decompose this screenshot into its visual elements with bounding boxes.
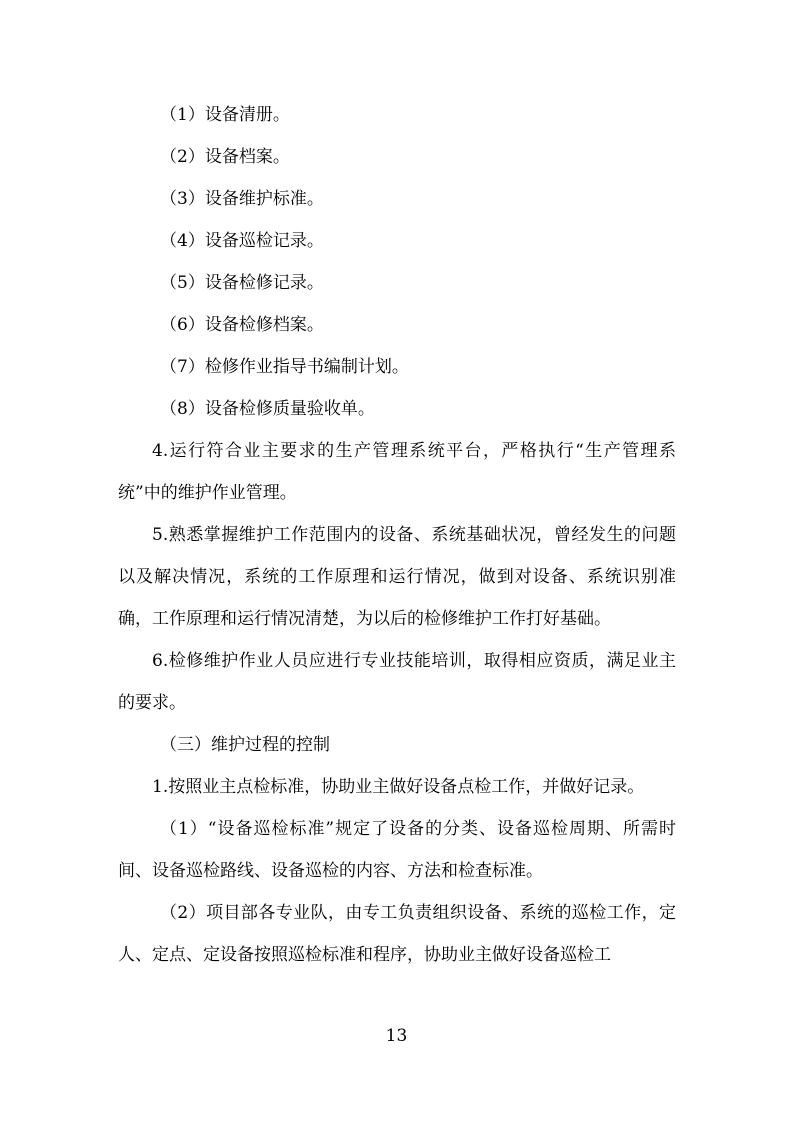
list-item-3: （3）设备维护标准。 — [160, 189, 324, 209]
section-heading-3: （三）维护过程的控制 — [160, 735, 330, 755]
list-item-5: （5）设备检修记录。 — [160, 273, 324, 293]
paragraph-4: 4.运行符合业主要求的生产管理系统平台，严格执行“生产管理系统”中的维护作业管理。 — [118, 441, 676, 503]
list-item-1: （1）设备清册。 — [160, 105, 290, 125]
list-item-6: （6）设备检修档案。 — [160, 315, 324, 335]
list-item-7: （7）检修作业指导书编制计划。 — [160, 357, 409, 377]
paragraph-1: 1.按照业主点检标准，协助业主做好设备点检工作，并做好记录。 — [152, 777, 645, 797]
paragraph-5: 5.熟悉掌握维护工作范围内的设备、系统基础状况，曾经发生的问题以及解决情况，系统的工作原理和运行情况，做到对设备、系统识别准确，工作原理和运行情况清楚，为以后的检修维护工作打好基础。 — [118, 525, 676, 629]
paragraph-6: 6.检修维护作业人员应进行专业技能培训，取得相应资质，满足业主的要求。 — [118, 651, 676, 713]
list-item-2: （2）设备档案。 — [160, 147, 290, 167]
sub-paragraph-1: （1）“设备巡检标准”规定了设备的分类、设备巡检周期、所需时间、设备巡检路线、设备巡检的内容、方法和检查标准。 — [118, 819, 676, 881]
document-body — [118, 94, 676, 976]
list-item-8: （8）设备检修质量验收单。 — [160, 399, 375, 419]
page-number: 13 — [385, 1026, 408, 1046]
list-item-4: （4）设备巡检记录。 — [160, 231, 324, 251]
sub-paragraph-2: （2）项目部各专业队，由专工负责组织设备、系统的巡检工作，定人、定点、定设备按照巡检标准和程序，协助业主做好设备巡检工 — [118, 903, 676, 965]
